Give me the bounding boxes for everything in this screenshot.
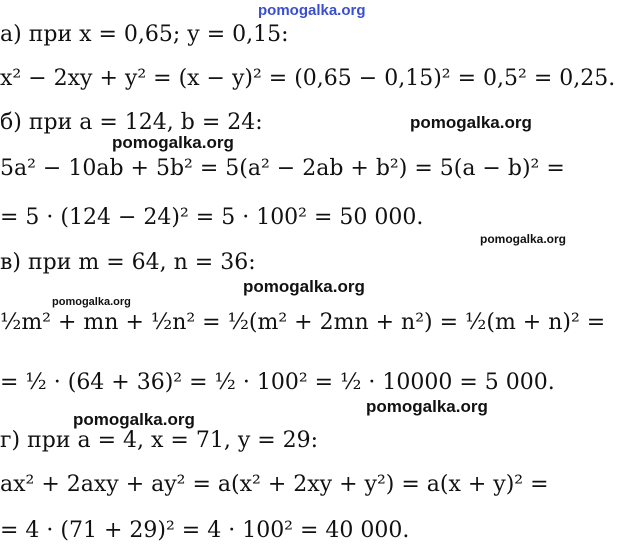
part-a-line1 [0,66,615,92]
watermark: pomogalka.org [410,113,532,132]
part-c-line2-text: = ½ · (64 + 36)² = ½ · 100² = ½ · 10000 = 5 000. [0,370,555,395]
part-a-line1-text: x² − 2xy + y² = (x − y)² = (0,65 − 0,15)² = 0,5² = 0,25. [0,66,616,91]
part-d-line1-text: ax² + 2axy + ay² = a(x² + 2xy + y²) = a(x + y)² = [0,472,549,497]
watermark-top: pomogalka.org [258,2,366,19]
part-d-header-text: г) при a = 4, x = 71, y = 29: [0,428,319,453]
part-d-line2-text: = 4 · (71 + 29)² = 4 · 100² = 40 000. [0,518,410,543]
watermark: pomogalka.org [480,232,567,246]
part-d-header [0,428,318,454]
watermark: pomogalka.org [73,410,195,429]
part-d-line1 [0,472,549,498]
part-c-line1 [0,310,605,336]
part-c-line1-text: ½m² + mn + ½n² = ½(m² + 2mn + n²) = ½(m + n)² = [0,310,606,335]
part-b-line1 [0,156,565,182]
part-c-header [0,250,256,276]
part-b-header-text: б) при a = 124, b = 24: [0,110,263,135]
part-a-header [0,22,289,48]
part-d-line2 [0,518,409,544]
watermark: pomogalka.org [366,397,488,416]
part-c-header-text: в) при m = 64, n = 36: [0,250,256,275]
part-b-line2 [0,205,423,231]
watermark: pomogalka.org [112,133,234,152]
part-c-line2 [0,370,555,396]
part-b-header [0,110,263,136]
part-a-header-text: а) при x = 0,65; y = 0,15: [0,22,289,47]
watermark: pomogalka.org [52,296,131,308]
part-b-line1-text: 5a² − 10ab + 5b² = 5(a² − 2ab + b²) = 5(a − b)² = [0,156,565,181]
part-b-line2-text: = 5 · (124 − 24)² = 5 · 100² = 50 000. [0,205,424,230]
watermark: pomogalka.org [243,277,365,296]
